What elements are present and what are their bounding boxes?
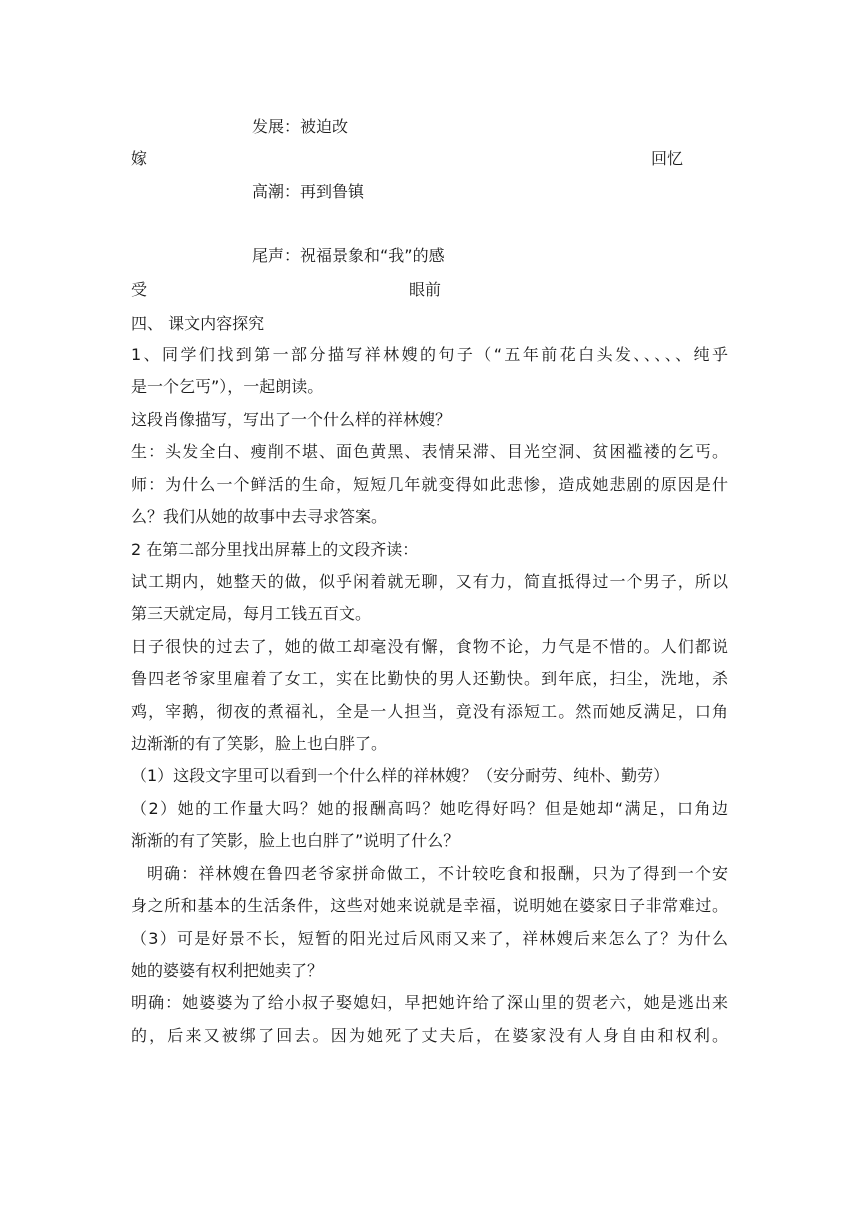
text-line: 日子很快的过去了，她的做工却毫没有懈，食物不论，力气是不惜的。人们都说 xyxy=(131,637,728,656)
text-line: 这段肖像描写，写出了一个什么样的祥林嫂？ xyxy=(131,410,452,429)
text-line: 生：头发全白、瘦削不堪、面色黄黑、表情呆滞、目光空洞、贫困褴褛的乞丐。 xyxy=(131,442,728,461)
text-line: 边渐渐的有了笑影，脸上也白胖了。 xyxy=(131,734,388,753)
text-line: （1）这段文字里可以看到一个什么样的祥林嫂？（安分耐劳、纯朴、勤劳） xyxy=(131,766,670,785)
structure-recall-label: 回忆 xyxy=(651,149,684,168)
text-line: 渐渐的有了笑影，脸上也白胖了”说明了什么？ xyxy=(131,831,460,850)
text-line: 第三天就定局，每月工钱五百文。 xyxy=(131,604,372,623)
text-line: 明确：她婆婆为了给小叔子娶媳妇，早把她许给了深山里的贺老六，她是逃出来 xyxy=(131,993,728,1012)
text-line: 鸡，宰鹅，彻夜的煮福礼，全是一人担当，竟没有添短工。然而她反满足，口角 xyxy=(131,702,728,721)
text-line: 1、同学们找到第一部分描写祥林嫂的句子（“五年前花白头发、、、、、纯乎 xyxy=(131,345,728,364)
structure-climax: 高潮：再到鲁镇 xyxy=(252,182,365,201)
text-line: 试工期内，她整天的做，似乎闲着就无聊，又有力，简直抵得过一个男子，所以 xyxy=(131,572,728,591)
structure-development-tail: 嫁 xyxy=(131,149,148,168)
section-heading: 四、 课文内容探究 xyxy=(131,314,265,333)
text-line: 鲁四老爷家里雇着了女工，实在比勤快的男人还勤快。到年底，扫尘，洗地，杀 xyxy=(131,669,728,688)
text-line: 的，后来又被绑了回去。因为她死了丈夫后，在婆家没有人身自由和权利。 xyxy=(131,1026,728,1045)
structure-development: 发展：被迫改 xyxy=(252,117,349,136)
structure-ending-tail: 受 xyxy=(131,280,148,299)
text-line: 她的婆婆有权利把她卖了？ xyxy=(131,961,324,980)
text-line: （2）她的工作量大吗？她的报酬高吗？她吃得好吗？但是她却“满足，口角边 xyxy=(131,799,728,818)
structure-present-label: 眼前 xyxy=(409,280,442,299)
structure-ending: 尾声：祝福景象和“我”的感 xyxy=(252,246,445,265)
text-line: 身之所和基本的生活条件，这些对她来说就是幸福，说明她在婆家日子非常难过。 xyxy=(131,896,728,915)
text-line: （3）可是好景不长，短暂的阳光过后风雨又来了，祥林嫂后来怎么了？为什么 xyxy=(131,929,728,948)
text-line: 么？我们从她的故事中去寻求答案。 xyxy=(131,507,388,526)
text-line: 明确：祥林嫂在鲁四老爷家拼命做工，不计较吃食和报酬，只为了得到一个安 xyxy=(147,864,728,883)
text-line: 是一个乞丐”），一起朗读。 xyxy=(131,377,324,396)
text-line: 2 在第二部分里找出屏幕上的文段齐读： xyxy=(131,540,419,559)
text-line: 师：为什么一个鲜活的生命，短短几年就变得如此悲惨，造成她悲剧的原因是什 xyxy=(131,475,728,494)
